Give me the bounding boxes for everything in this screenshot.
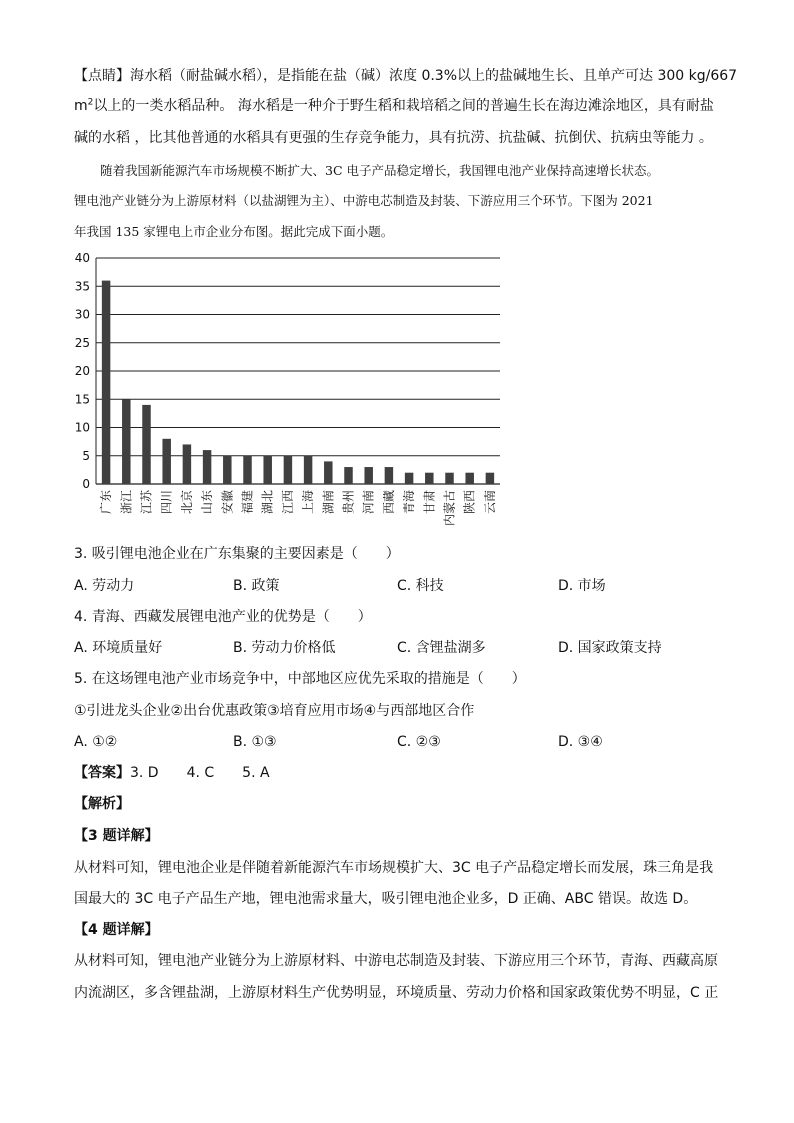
detail-3-line-2: 国最大的 3C 电子产品生产地，锂电池需求量大，吸引锂电池企业多，D 正确、ABC 错误。故选 D。 [74,891,698,907]
q3-option-d[interactable]: D. 市场 [558,578,606,594]
category-label: 山东 [200,490,215,515]
q4-option-a[interactable]: A. 环境质量好 [74,640,163,656]
question-4-stem: 4. 青海、西藏发展锂电池产业的优势是（ ） [74,609,372,625]
answer-line [74,763,724,783]
category-label: 湖北 [260,490,275,515]
answer-label: 【答案】 [74,765,130,781]
category-label: 上海 [301,490,316,515]
detail-3-label: 【3 题详解】 [74,828,159,844]
bar-山东 [203,450,211,484]
category-label: 青海 [402,490,417,515]
category-label: 江苏 [139,490,154,515]
bar-云南 [486,473,494,484]
bar-西藏 [385,467,393,484]
bar-陕西 [465,473,473,484]
detail-4-label: 【4 题详解】 [74,922,159,938]
y-tick-label: 15 [74,392,90,407]
category-label: 江西 [280,490,295,515]
category-label: 贵州 [341,490,356,515]
material-line-1: 随着我国新能源汽车市场规模不断扩大、3C 电子产品稳定增长，我国锂电池产业保持高速增长状态。 [100,163,659,178]
bar-安徽 [223,456,231,484]
bar-四川 [162,439,170,484]
y-tick-label: 10 [74,420,90,435]
bar-甘肃 [425,473,433,484]
intro-line-1: 【点睛】海水稻（耐盐碱水稻），是指能在盐（碱）浓度 0.3%以上的盐碱地生长、且单产可达 300 kg/667 [74,68,738,84]
bar-湖北 [263,456,271,484]
q5-option-b[interactable]: B. ①③ [233,734,277,750]
y-tick-label: 40 [74,251,90,265]
detail-3-line-1: 从材料可知，锂电池企业是伴随着新能源汽车市场规模扩大、3C 电子产品稳定增长而发展，珠三角是我 [74,860,714,876]
question-3-stem: 3. 吸引锂电池企业在广东集聚的主要因素是（ ） [74,546,400,562]
bar-广东 [102,281,110,484]
intro-superscript: 2 [87,97,94,108]
question-5-choices: ①引进龙头企业②出台优惠政策③培育应用市场④与西部地区合作 [74,703,475,719]
detail-4-line-2: 内流湖区，多含锂盐湖，上游原材料生产优势明显，环境质量、劳动力价格和国家政策优势不明显，C 正 [74,985,719,1001]
y-tick-label: 20 [74,364,90,378]
q4-option-b[interactable]: B. 劳动力价格低 [233,640,336,656]
bar-青海 [405,473,413,484]
category-label: 广东 [99,490,114,515]
category-label: 浙江 [119,490,134,515]
y-tick-label: 25 [74,335,90,350]
bar-上海 [304,456,312,484]
category-label: 河南 [361,490,376,515]
q5-option-c[interactable]: C. ②③ [397,734,441,750]
q3-option-b[interactable]: B. 政策 [233,578,280,594]
y-tick-label: 35 [74,279,90,294]
category-label: 云南 [482,490,497,515]
y-tick-label: 0 [82,477,90,491]
bar-江西 [284,456,292,484]
detail-4-line-1: 从材料可知，锂电池产业链分为上游原材料、中游电芯制造及封装、下游应用三个环节，青海、西藏高原 [74,953,718,969]
material-line-2: 锂电池产业链分为上游原材料（以盐湖锂为主）、中游电芯制造及封装、下游应用三个环节。下图为 2021 [74,193,654,208]
bar-浙江 [122,399,130,484]
q5-option-d[interactable]: D. ③④ [558,734,603,750]
q3-option-a[interactable]: A. 劳动力 [74,578,135,594]
q5-option-a[interactable]: A. ①② [74,734,118,750]
q3-option-c[interactable]: C. 科技 [397,578,444,594]
material-line-3: 年我国 135 家锂电上市企业分布图。据此完成下面小题。 [74,224,394,239]
category-label: 福建 [240,490,255,515]
bar-内蒙古 [445,473,453,484]
category-label: 内蒙古 [442,490,457,527]
category-label: 北京 [179,490,194,515]
bar-河南 [364,467,372,484]
intro-line-2-rest: 以上的一类水稻品种。 海水稻是一种介于野生稻和栽培稻之间的普遍生长在海边滩涂地区，具有耐盐 [93,98,714,114]
category-label: 西藏 [381,490,396,515]
intro-unit: m [74,98,88,114]
bar-江苏 [142,405,150,484]
analysis-label: 【解析】 [74,796,130,812]
y-tick-label: 30 [74,307,90,322]
enterprise-distribution-chart [60,246,520,536]
category-label: 湖南 [321,490,336,515]
intro-line-2 [74,96,724,116]
category-label: 四川 [159,490,174,515]
bar-贵州 [344,467,352,484]
bar-北京 [183,444,191,484]
category-label: 甘肃 [422,490,437,515]
question-5-stem: 5. 在这场锂电池产业市场竞争中，中部地区应优先采取的措施是（ ） [74,671,526,687]
q4-option-c[interactable]: C. 含锂盐湖多 [397,640,486,656]
bar-湖南 [324,461,332,484]
category-label: 安徽 [220,490,235,515]
intro-line-3: 碱的水稻 ，比其他普通的水稻具有更强的生存竞争能力，具有抗涝、抗盐碱、抗倒伏、抗病虫等能力 。 [74,130,713,146]
bar-福建 [243,456,251,484]
y-tick-label: 5 [82,448,90,463]
answer-text: 3. D 4. C 5. A [130,765,270,781]
q4-option-d[interactable]: D. 国家政策支持 [558,640,662,656]
category-label: 陕西 [462,490,477,515]
